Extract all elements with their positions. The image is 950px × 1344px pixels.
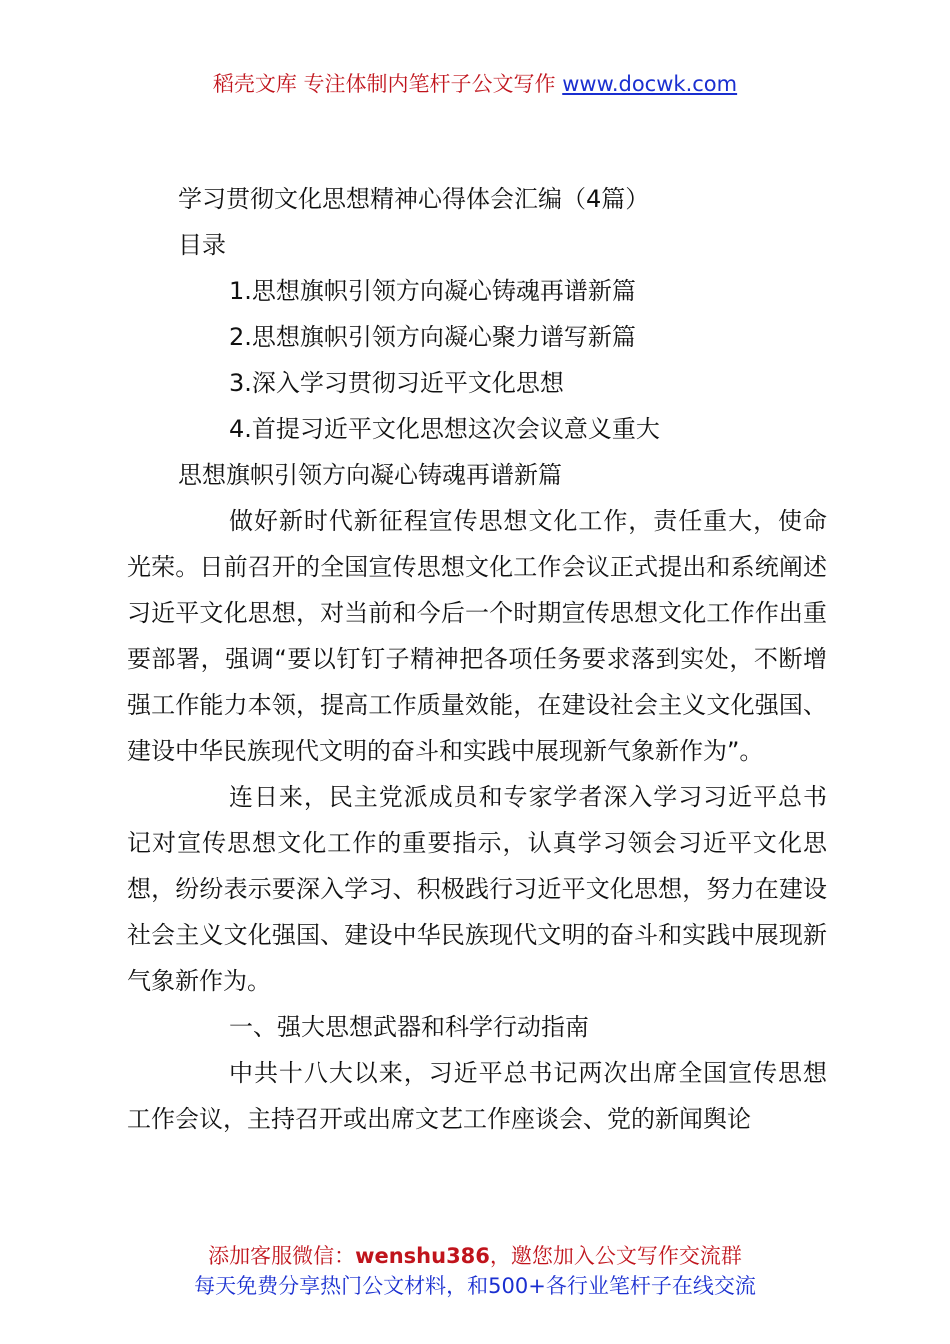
document-body — [127, 176, 827, 1142]
footer-wechat-id: wenshu386 — [355, 1244, 490, 1268]
subheading-1: 一、强大思想武器和科学行动指南 — [229, 1013, 589, 1041]
page-header — [0, 68, 950, 100]
footer-wechat-suffix: ，邀您加入公文写作交流群 — [489, 1244, 742, 1268]
section-title: 思想旗帜引领方向凝心铸魂再谱新篇 — [178, 461, 562, 489]
document-title: 学习贯彻文化思想精神心得体会汇编（4篇） — [178, 185, 650, 213]
paragraph-1: 做好新时代新征程宣传思想文化工作，责任重大，使命光荣。日前召开的全国宣传思想文化工作会议正式提出和系统阐述习近平文化思想，对当前和今后一个时期宣传思想文化工作作出重要部署，强调“要以钉钉子精神把各项任务要求落到实处，不断增强工作能力本领，提高工作质量效能，在建设社会主义文化强国、建设中华民族现代文明的奋斗和实践中展现新气象新作为”。 — [127, 507, 827, 765]
toc-label: 目录 — [178, 231, 226, 259]
paragraph-2: 连日来，民主党派成员和专家学者深入学习习近平总书记对宣传思想文化工作的重要指示，认真学习领会习近平文化思想，纷纷表示要深入学习、积极践行习近平文化思想，努力在建设社会主义文化强国、建设中华民族现代文明的奋斗和实践中展现新气象新作为。 — [127, 783, 827, 995]
header-brand: 稻壳文库 专注体制内笔杆子公文写作 — [212, 72, 563, 96]
toc-item-3: 3.深入学习贯彻习近平文化思想 — [229, 369, 564, 397]
footer-line-1 — [0, 1241, 950, 1271]
toc-item-4: 4.首提习近平文化思想这次会议意义重大 — [229, 415, 660, 443]
toc-item-1: 1.思想旗帜引领方向凝心铸魂再谱新篇 — [229, 277, 636, 305]
page-footer — [0, 1241, 950, 1301]
header-url-link[interactable]: www.docwk.com — [562, 72, 738, 96]
footer-wechat-prefix: 添加客服微信： — [208, 1244, 356, 1268]
paragraph-3: 中共十八大以来，习近平总书记两次出席全国宣传思想工作会议，主持召开或出席文艺工作座谈会、党的新闻舆论 — [127, 1059, 827, 1133]
footer-line-2: 每天免费分享热门公文材料，和500+各行业笔杆子在线交流 — [194, 1274, 756, 1298]
toc-item-2: 2.思想旗帜引领方向凝心聚力谱写新篇 — [229, 323, 636, 351]
